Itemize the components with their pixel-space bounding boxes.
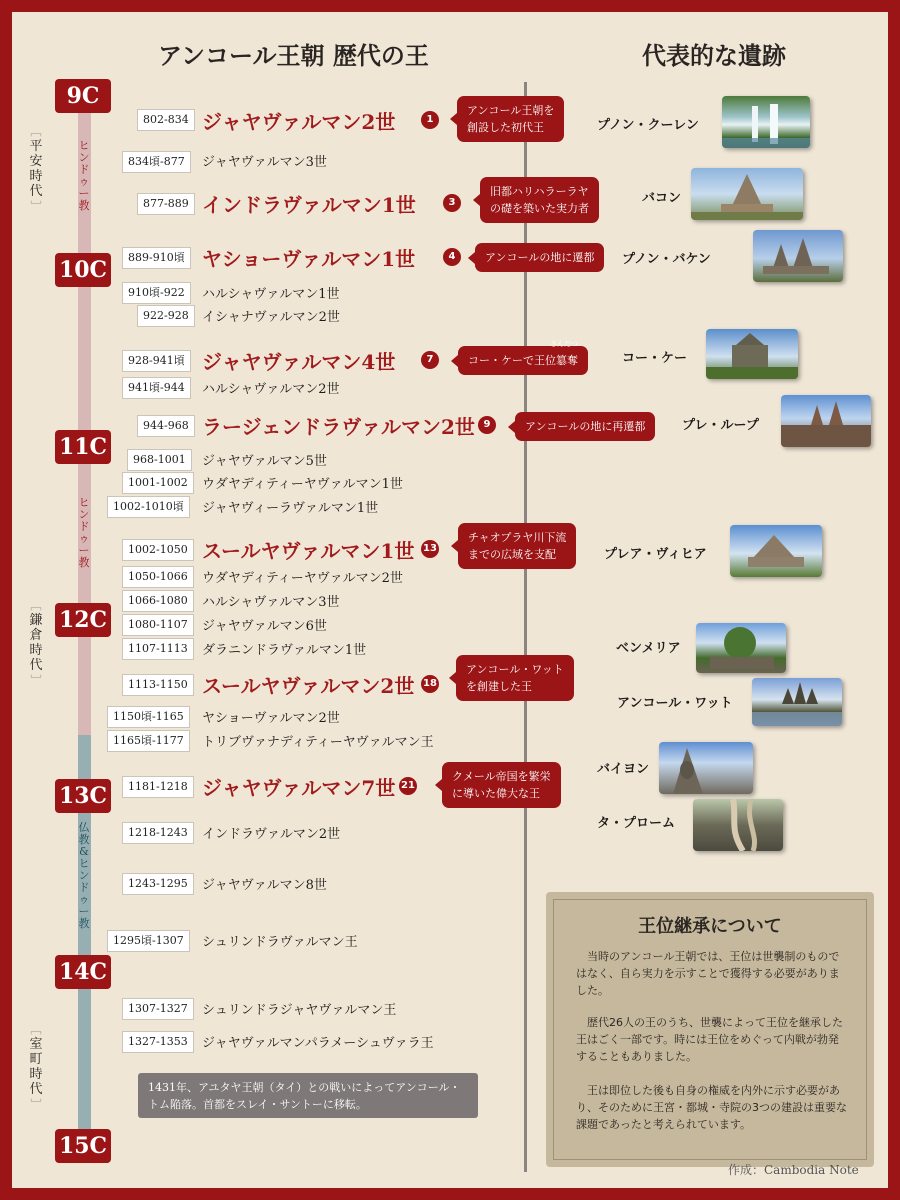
king-17-name: ダラニンドラヴァルマン1世 — [202, 643, 367, 658]
king-12-years: 1002-1010頃 — [107, 496, 190, 518]
note-king-21-line1: クメール帝国を繁栄 — [452, 770, 551, 783]
king-1-number: 1 — [421, 111, 439, 129]
site-preah-vihear-label: プレア・ヴィヒア — [604, 547, 707, 562]
note-king-9-line1: アンコールの地に再遷都 — [525, 420, 646, 433]
king-15-name: ハルシャヴァルマン3世 — [202, 595, 340, 610]
note-king-7-ruby: さんだつ — [550, 340, 578, 348]
king-3-number: 3 — [443, 194, 461, 212]
site-beng-mealea-label: ベンメリア — [616, 641, 681, 656]
religion-label-buddhist: 仏教&ヒンドゥー教 — [78, 821, 90, 930]
king-7-number: 7 — [421, 351, 439, 369]
note-king-9 — [515, 412, 655, 441]
note-king-4-line1: アンコールの地に遷都 — [485, 251, 595, 264]
king-9-number: 9 — [478, 416, 496, 434]
note-king-4 — [475, 243, 604, 272]
site-preah-vihear-photo — [730, 525, 822, 577]
king-20-name: トリブヴァナディティーヤヴァルマン王 — [202, 735, 434, 750]
king-6-name: イシャナヴァルマン2世 — [202, 310, 340, 325]
king-22-years: 1218-1243 — [122, 822, 194, 844]
king-22-name: インドラヴァルマン2世 — [202, 827, 341, 842]
note-king-18-line2: を創建した王 — [466, 680, 532, 693]
site-bayon-photo — [659, 742, 753, 794]
note-king-21-line2: に導いた偉大な王 — [452, 787, 540, 800]
note-king-13-line2: までの広域を支配 — [468, 548, 556, 561]
king-10-years: 968-1001 — [127, 449, 192, 471]
century-12c: 12C — [55, 603, 111, 637]
king-19-years: 1150頃-1165 — [107, 706, 190, 728]
note-king-13-line1: チャオプラヤ川下流 — [468, 531, 567, 544]
king-18-number: 18 — [421, 675, 439, 693]
religion-label-hindu-2: ヒンドゥー教 — [78, 496, 90, 569]
fall-of-angkor-note: 1431年、アユタヤ王朝（タイ）との戦いによってアンコール・トム陥落。首都をスレイ・サントーに移転。 — [138, 1073, 478, 1118]
king-7-name: ジャヤヴァルマン4世 — [202, 350, 396, 374]
succession-info-paragraph-2: 歴代26人の王のうち、世襲によって王位を継承した王はごく一部です。時には王位をめぐって内戦が勃発することもありました。 — [576, 1016, 843, 1063]
credit: 作成：Cambodia Note — [728, 1163, 859, 1177]
note-king-3-line1: 旧都ハリハラーラヤ — [490, 185, 589, 198]
era-kamakura: ﹇ 鎌倉時代 ﹈ — [29, 599, 43, 687]
century-11c: 11C — [55, 430, 111, 464]
king-8-years: 941頃-944 — [122, 377, 191, 399]
king-5-name: ハルシャヴァルマン1世 — [202, 287, 340, 302]
century-10c: 10C — [55, 253, 111, 287]
king-4-years: 889-910頃 — [122, 247, 191, 269]
site-pre-rup-photo — [781, 395, 871, 447]
site-phnom-bakheng-label: プノン・バケン — [622, 252, 711, 267]
site-ta-prohm-label: タ・プローム — [597, 816, 676, 831]
king-8-name: ハルシャヴァルマン2世 — [202, 382, 340, 397]
religion-label-hindu-1: ヒンドゥー教 — [78, 139, 90, 212]
king-4-number: 4 — [443, 248, 461, 266]
site-angkor-wat-label: アンコール・ワット — [617, 696, 733, 711]
infographic-page — [12, 12, 888, 1188]
note-king-13 — [458, 523, 576, 569]
king-11-years: 1001-1002 — [122, 472, 194, 494]
king-21-name: ジャヤヴァルマン7世 — [202, 776, 396, 800]
king-26-name: ジャヤヴァルマンパラメーシュヴァラ王 — [202, 1036, 434, 1051]
site-koh-ker-photo — [706, 329, 798, 379]
king-10-name: ジャヤヴァルマン5世 — [202, 454, 327, 469]
king-26-years: 1327-1353 — [122, 1031, 194, 1053]
note-king-1 — [457, 96, 564, 142]
king-20-years: 1165頃-1177 — [107, 730, 190, 752]
king-15-years: 1066-1080 — [122, 590, 194, 612]
succession-info-paragraph-1: 当時のアンコール王朝では、王位は世襲制のものではなく、自ら実力を示すことで獲得する必要がありました。 — [576, 950, 840, 997]
note-king-21 — [442, 762, 561, 808]
succession-info-title: 王位継承について — [638, 916, 782, 937]
king-25-years: 1307-1327 — [122, 998, 194, 1020]
king-5-years: 910頃-922 — [122, 282, 191, 304]
king-14-name: ウダヤディティーヤヴァルマン2世 — [202, 571, 403, 586]
king-6-years: 922-928 — [137, 305, 195, 327]
site-pre-rup-label: プレ・ループ — [682, 418, 759, 433]
site-beng-mealea-photo — [696, 623, 786, 673]
king-24-years: 1295頃-1307 — [107, 930, 190, 952]
era-heian: ﹇ 平安時代 ﹈ — [29, 125, 43, 213]
king-23-name: ジャヤヴァルマン8世 — [202, 878, 327, 893]
century-14c: 14C — [55, 955, 111, 989]
king-7-years: 928-941頃 — [122, 350, 191, 372]
site-phnom-kulen-photo — [722, 96, 810, 148]
king-4-name: ヤショーヴァルマン1世 — [202, 247, 416, 271]
king-18-years: 1113-1150 — [122, 674, 194, 696]
king-13-number: 13 — [421, 540, 439, 558]
era-muromachi: ﹇ 室町時代 ﹈ — [29, 1023, 43, 1111]
note-king-18 — [456, 655, 574, 701]
sites-heading: 代表的な遺跡 — [642, 41, 786, 70]
king-25-name: シュリンドラジャヤヴァルマン王 — [202, 1003, 397, 1018]
king-17-years: 1107-1113 — [122, 638, 194, 660]
king-11-name: ウダヤディティーヤヴァルマン1世 — [202, 477, 403, 492]
king-23-years: 1243-1295 — [122, 873, 194, 895]
succession-info-box — [546, 892, 874, 1167]
king-12-name: ジャヤヴィーラヴァルマン1世 — [202, 501, 379, 516]
king-2-name: ジャヤヴァルマン3世 — [202, 155, 327, 170]
note-king-3 — [480, 177, 599, 223]
king-3-name: インドラヴァルマン1世 — [202, 193, 416, 217]
site-phnom-kulen-label: プノン・クーレン — [597, 118, 699, 133]
era-heian-label: 平安時代 — [29, 139, 43, 199]
site-koh-ker-label: コー・ケー — [622, 351, 688, 366]
king-18-name: スールヤヴァルマン2世 — [202, 674, 415, 698]
king-24-name: シュリンドラヴァルマン王 — [202, 935, 358, 950]
site-angkor-wat-photo — [752, 678, 842, 726]
king-16-years: 1080-1107 — [122, 614, 194, 636]
century-15c: 15C — [55, 1129, 111, 1163]
king-14-years: 1050-1066 — [122, 566, 194, 588]
note-king-7-line1: コー・ケーで王位簒奪 — [468, 354, 578, 367]
site-ta-prohm-photo — [693, 799, 783, 851]
site-bakong-photo — [691, 168, 803, 220]
note-king-18-line1: アンコール・ワット — [466, 663, 564, 676]
king-9-name: ラージェンドラヴァルマン2世 — [202, 415, 475, 439]
king-1-years: 802-834 — [137, 109, 195, 131]
king-1-name: ジャヤヴァルマン2世 — [202, 110, 396, 134]
site-bakong-label: バコン — [642, 191, 682, 206]
king-16-name: ジャヤヴァルマン6世 — [202, 619, 327, 634]
site-phnom-bakheng-photo — [753, 230, 843, 282]
kings-heading: アンコール王朝 歴代の王 — [158, 41, 429, 70]
king-21-number: 21 — [399, 777, 417, 795]
king-9-years: 944-968 — [137, 415, 195, 437]
king-19-name: ヤショーヴァルマン2世 — [202, 711, 340, 726]
note-king-1-line2: 創設した初代王 — [467, 121, 544, 134]
king-3-years: 877-889 — [137, 193, 195, 215]
succession-info-paragraph-3: 王は即位した後も自身の権威を内外に示す必要があり、そのために王宮・都城・寺院の3つの建設は重要な課題であったと考えられています。 — [576, 1084, 847, 1131]
note-king-3-line2: の礎を築いた実力者 — [490, 202, 589, 215]
note-king-1-line1: アンコール王朝を — [467, 104, 555, 117]
site-bayon-label: バイヨン — [597, 762, 650, 777]
king-2-years: 834頃-877 — [122, 151, 191, 173]
king-21-years: 1181-1218 — [122, 776, 194, 798]
era-muromachi-label: 室町時代 — [29, 1037, 43, 1097]
era-kamakura-label: 鎌倉時代 — [29, 613, 43, 673]
king-13-name: スールヤヴァルマン1世 — [202, 539, 415, 563]
king-13-years: 1002-1050 — [122, 539, 194, 561]
century-9c: 9C — [55, 79, 111, 113]
century-13c: 13C — [55, 779, 111, 813]
note-king-7 — [458, 340, 588, 375]
